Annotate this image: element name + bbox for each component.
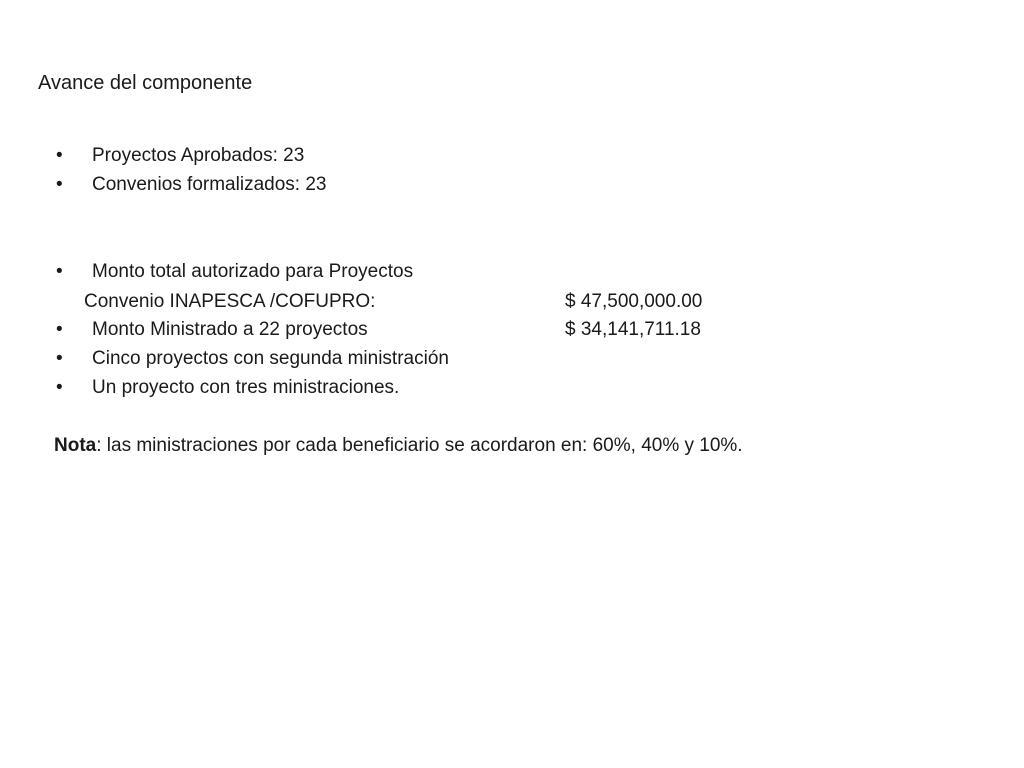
slide-title: Avance del componente xyxy=(38,72,253,94)
note xyxy=(54,434,743,458)
amount-value: $ 47,500,000.00 xyxy=(565,291,703,312)
bullet-icon: • xyxy=(56,145,63,166)
bullet-item-text: Convenio INAPESCA /COFUPRO: xyxy=(84,291,376,312)
bullet-item-text: Proyectos Aprobados: 23 xyxy=(92,145,305,166)
bullet-icon: • xyxy=(56,348,63,369)
bullet-icon: • xyxy=(56,174,63,195)
bullet-item-text: Cinco proyectos con segunda ministración xyxy=(92,348,449,369)
note-label: Nota xyxy=(54,435,97,456)
bullet-icon: • xyxy=(56,319,63,340)
bullet-item-text: Monto total autorizado para Proyectos xyxy=(92,261,414,282)
bullet-item-text: Convenios formalizados: 23 xyxy=(92,174,327,195)
bullet-icon: • xyxy=(56,261,63,282)
note-text: : las ministraciones por cada beneficiario se acordaron en: 60%, 40% y 10%. xyxy=(96,435,743,456)
bullet-icon: • xyxy=(56,377,63,398)
bullet-item-text: Monto Ministrado a 22 proyectos xyxy=(92,319,368,340)
bullet-item-text: Un proyecto con tres ministraciones. xyxy=(92,377,400,398)
amount-value: $ 34,141,711.18 xyxy=(565,319,701,340)
